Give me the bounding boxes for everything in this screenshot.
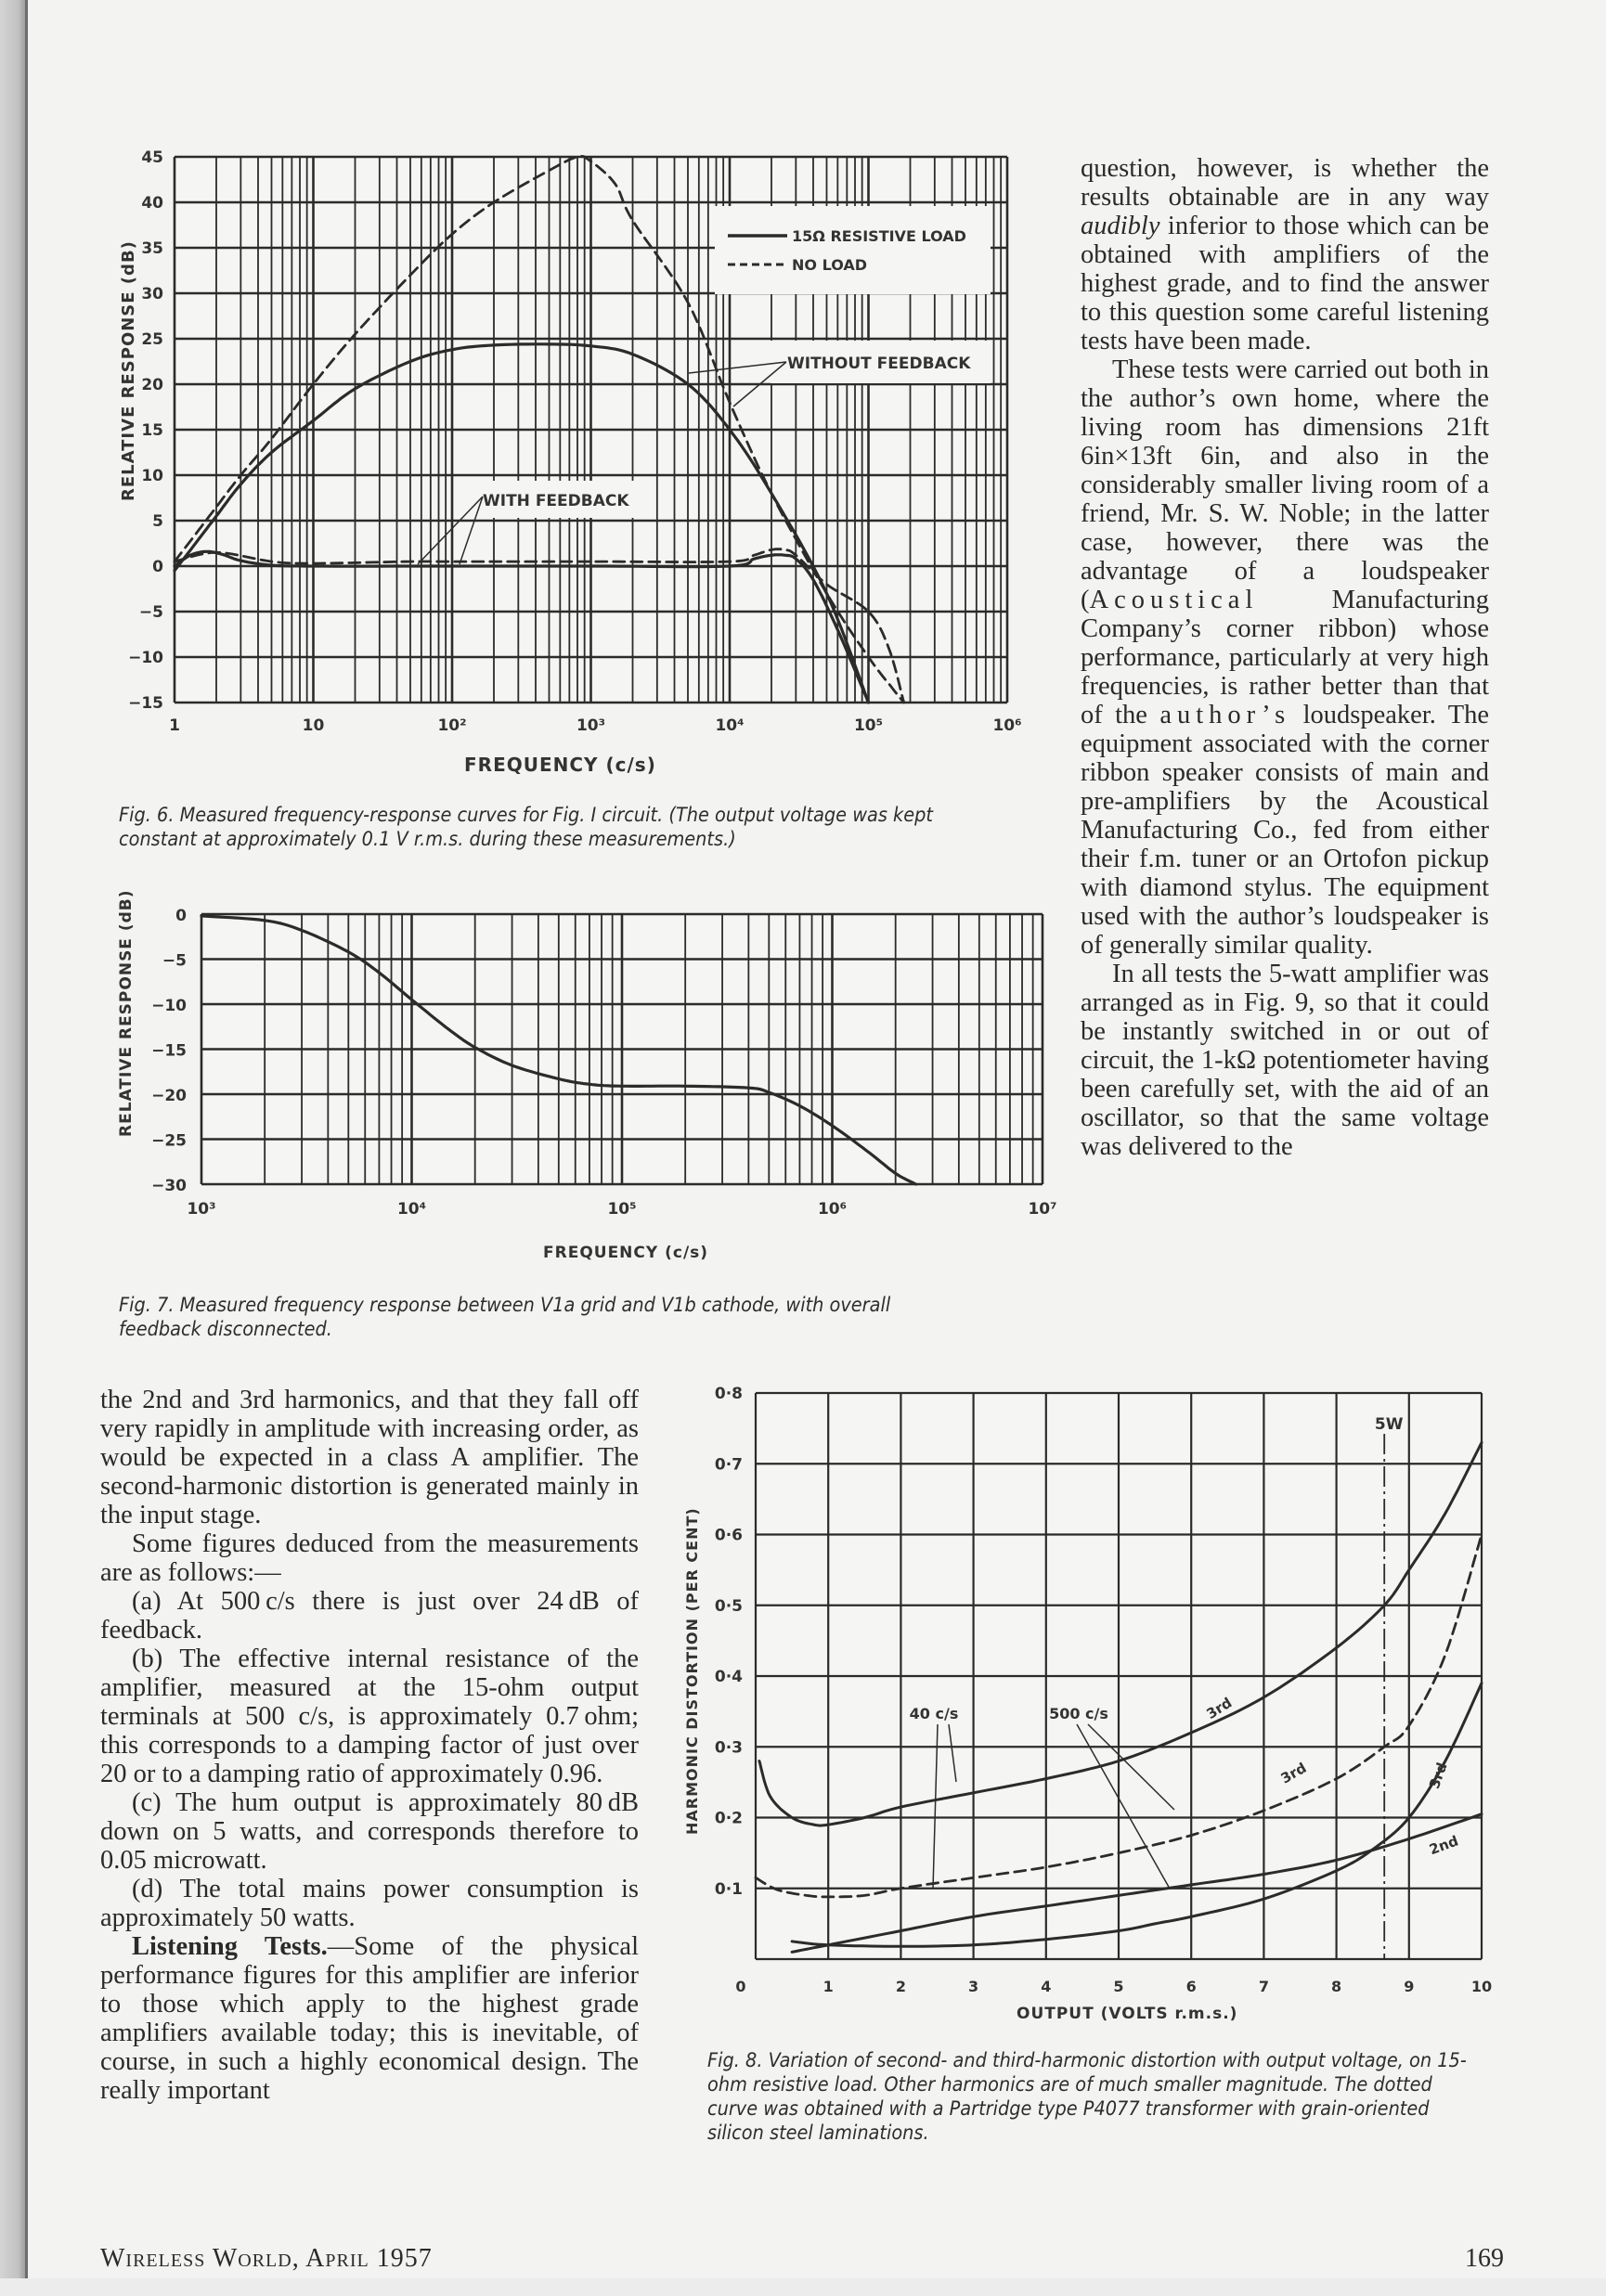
svg-text:10⁵: 10⁵	[853, 716, 884, 735]
svg-text:10⁴: 10⁴	[715, 716, 745, 735]
paragraph: These tests were carried out both in the author’s own home, where the living room has dimensions 21ft 6in×13ft 6in, and also in the considerably smaller living room of a friend, Mr. S. W. Noble; in the latter case, however, there was the advantage of a loudspeaker (Acoustical Manufacturing Company’s corner ribbon) whose performance, particularly at very high frequencies, is rather better than that of the author’s loudspeaker. The equipment associated with the corner ribbon speaker consists of main and pre-amplifiers by the Acoustical Manufacturing Co., fed from either their f.m. tuner or an Ortofon pickup with diamond stylus. The equipment used with the author’s loudspeaker is of generally similar quality.	[1081, 355, 1489, 960]
svg-text:3rd: 3rd	[1203, 1694, 1236, 1722]
svg-text:10²: 10²	[437, 716, 467, 735]
fig8-x-axis-title: OUTPUT (VOLTS r.m.s.)	[1017, 2005, 1238, 2023]
svg-text:0: 0	[735, 1978, 746, 1995]
svg-text:2nd: 2nd	[1427, 1832, 1461, 1859]
svg-text:3rd: 3rd	[1425, 1760, 1451, 1791]
svg-text:0: 0	[152, 558, 163, 576]
left-text-column	[100, 1386, 639, 2105]
svg-text:30: 30	[141, 285, 163, 303]
svg-text:1: 1	[169, 716, 180, 735]
svg-text:WITH FEEDBACK: WITH FEEDBACK	[483, 492, 629, 510]
svg-text:5: 5	[152, 512, 163, 531]
paragraph: (b) The effective internal resistance of the amplifier, measured at the 15-ohm output terminals at 500 c/s, is approximately 0.7 ohm; this corresponds to a damping factor of just over 20 or to a damping ratio of approximately 0.96.	[100, 1645, 639, 1788]
fig6-caption: Fig. 6. Measured frequency-response curves for Fig. I circuit. (The output voltage was kept constant at approximately 0.1 V r.m.s. during these measurements.)	[119, 804, 933, 850]
svg-text:WITHOUT FEEDBACK: WITHOUT FEEDBACK	[787, 355, 971, 373]
svg-text:10⁷: 10⁷	[1028, 1200, 1057, 1219]
svg-text:0·2: 0·2	[714, 1809, 743, 1828]
right-text-column	[1081, 154, 1489, 1161]
svg-text:10⁶: 10⁶	[992, 716, 1022, 735]
svg-text:0·6: 0·6	[714, 1526, 743, 1545]
fig7-x-axis-title: FREQUENCY (c/s)	[543, 1244, 709, 1262]
svg-text:7: 7	[1258, 1978, 1269, 1995]
svg-text:0: 0	[175, 907, 187, 925]
svg-text:3rd: 3rd	[1277, 1759, 1310, 1787]
svg-text:10: 10	[141, 467, 163, 485]
paragraph: (a) At 500 c/s there is just over 24 dB of feedback.	[100, 1587, 639, 1645]
journal-footer: Wireless World, April 1957	[100, 2244, 433, 2273]
fig8-caption: Fig. 8. Variation of second- and third-harmonic distortion with output voltage, on 15-ohm resistive load. Other harmonics are of much smaller magnitude. The dotted curve was obtained with a Partridge type P4077 transformer with grain-oriented silicon steel laminations.	[707, 2049, 1467, 2144]
svg-text:25: 25	[141, 330, 163, 349]
svg-text:500 c/s: 500 c/s	[1049, 1705, 1108, 1722]
svg-text:35: 35	[141, 239, 163, 258]
svg-text:6: 6	[1185, 1978, 1197, 1995]
fig7-y-axis-title: RELATIVE RESPONSE (dB)	[117, 889, 136, 1137]
svg-text:0·7: 0·7	[714, 1455, 743, 1475]
svg-text:8: 8	[1331, 1978, 1342, 1995]
svg-text:−5: −5	[162, 951, 187, 971]
fig7-chart	[151, 907, 1056, 1219]
fig6-y-axis-title: RELATIVE RESPONSE (dB)	[119, 240, 138, 501]
fig6-x-axis-title: FREQUENCY (c/s)	[464, 754, 656, 776]
svg-text:−25: −25	[151, 1131, 187, 1151]
svg-text:10: 10	[1470, 1978, 1493, 1995]
paragraph: question, however, is whether the results obtainable are in any way audibly inferior to those which can be obtained with amplifiers of the highest grade, and to find the answer to this question some careful listening tests have been made.	[1081, 154, 1489, 355]
svg-text:9: 9	[1404, 1978, 1415, 1995]
svg-text:−10: −10	[151, 997, 187, 1015]
svg-text:5W: 5W	[1374, 1415, 1404, 1434]
svg-text:2: 2	[895, 1978, 906, 1995]
svg-text:−15: −15	[128, 694, 163, 713]
paragraph: (d) The total mains power consumption is approximately 50 watts.	[100, 1875, 639, 1932]
svg-text:0·3: 0·3	[714, 1738, 743, 1758]
fig8-chart	[715, 1385, 1492, 1995]
svg-text:15Ω RESISTIVE LOAD: 15Ω RESISTIVE LOAD	[792, 227, 966, 245]
svg-text:45: 45	[141, 148, 163, 167]
paragraph: In all tests the 5-watt amplifier was arranged as in Fig. 9, so that it could be instantly switched in or out of circuit, the 1-kΩ potentiometer having been carefully set, with the aid of an oscillator, so that the same voltage was delivered to the	[1081, 960, 1489, 1161]
svg-text:10³: 10³	[187, 1200, 216, 1219]
fig8-y-axis-title: HARMONIC DISTORTION (PER CENT)	[683, 1507, 701, 1835]
svg-text:3: 3	[968, 1978, 979, 1995]
svg-text:4: 4	[1041, 1978, 1052, 1995]
svg-text:−20: −20	[151, 1087, 187, 1105]
paragraph: Some figures deduced from the measurements are as follows:—	[100, 1529, 639, 1587]
paragraph: (c) The hum output is approximately 80 dB down on 5 watts, and corresponds therefore to 0.05 microwatt.	[100, 1788, 639, 1875]
svg-text:−10: −10	[128, 649, 163, 667]
paragraph: Listening Tests.—Some of the physical performance figures for this amplifier are inferior to those which apply to the highest grade amplifiers available today; this is inevitable, of course, in such a highly economical design. The really important	[100, 1932, 639, 2105]
svg-text:0·8: 0·8	[714, 1385, 743, 1403]
page-number: 169	[1465, 2244, 1504, 2273]
svg-text:5: 5	[1113, 1978, 1124, 1995]
svg-text:15: 15	[141, 421, 163, 440]
svg-text:−30: −30	[151, 1177, 187, 1195]
svg-text:NO LOAD: NO LOAD	[792, 256, 868, 274]
svg-text:40: 40	[141, 194, 163, 213]
svg-text:−5: −5	[138, 603, 163, 622]
svg-text:10: 10	[302, 716, 325, 735]
svg-text:0·1: 0·1	[714, 1879, 743, 1899]
svg-text:20: 20	[141, 376, 163, 394]
svg-text:10⁶: 10⁶	[817, 1200, 848, 1219]
svg-text:10³: 10³	[576, 716, 606, 735]
svg-text:−15: −15	[151, 1041, 187, 1061]
paragraph: the 2nd and 3rd harmonics, and that they fall off very rapidly in amplitude with increasing order, as would be expected in a class A amplifier. The second-harmonic distortion is generated mainly in the input stage.	[100, 1386, 639, 1529]
fig6-chart	[128, 148, 1021, 735]
svg-text:1: 1	[822, 1978, 834, 1995]
svg-text:0·5: 0·5	[714, 1596, 743, 1616]
svg-text:10⁵: 10⁵	[607, 1200, 637, 1219]
svg-text:40 c/s: 40 c/s	[909, 1705, 959, 1722]
svg-text:0·4: 0·4	[714, 1668, 743, 1686]
svg-text:10⁴: 10⁴	[396, 1200, 427, 1219]
fig7-caption: Fig. 7. Measured frequency response between V1a grid and V1b cathode, with overall feedback disconnected.	[119, 1294, 891, 1340]
